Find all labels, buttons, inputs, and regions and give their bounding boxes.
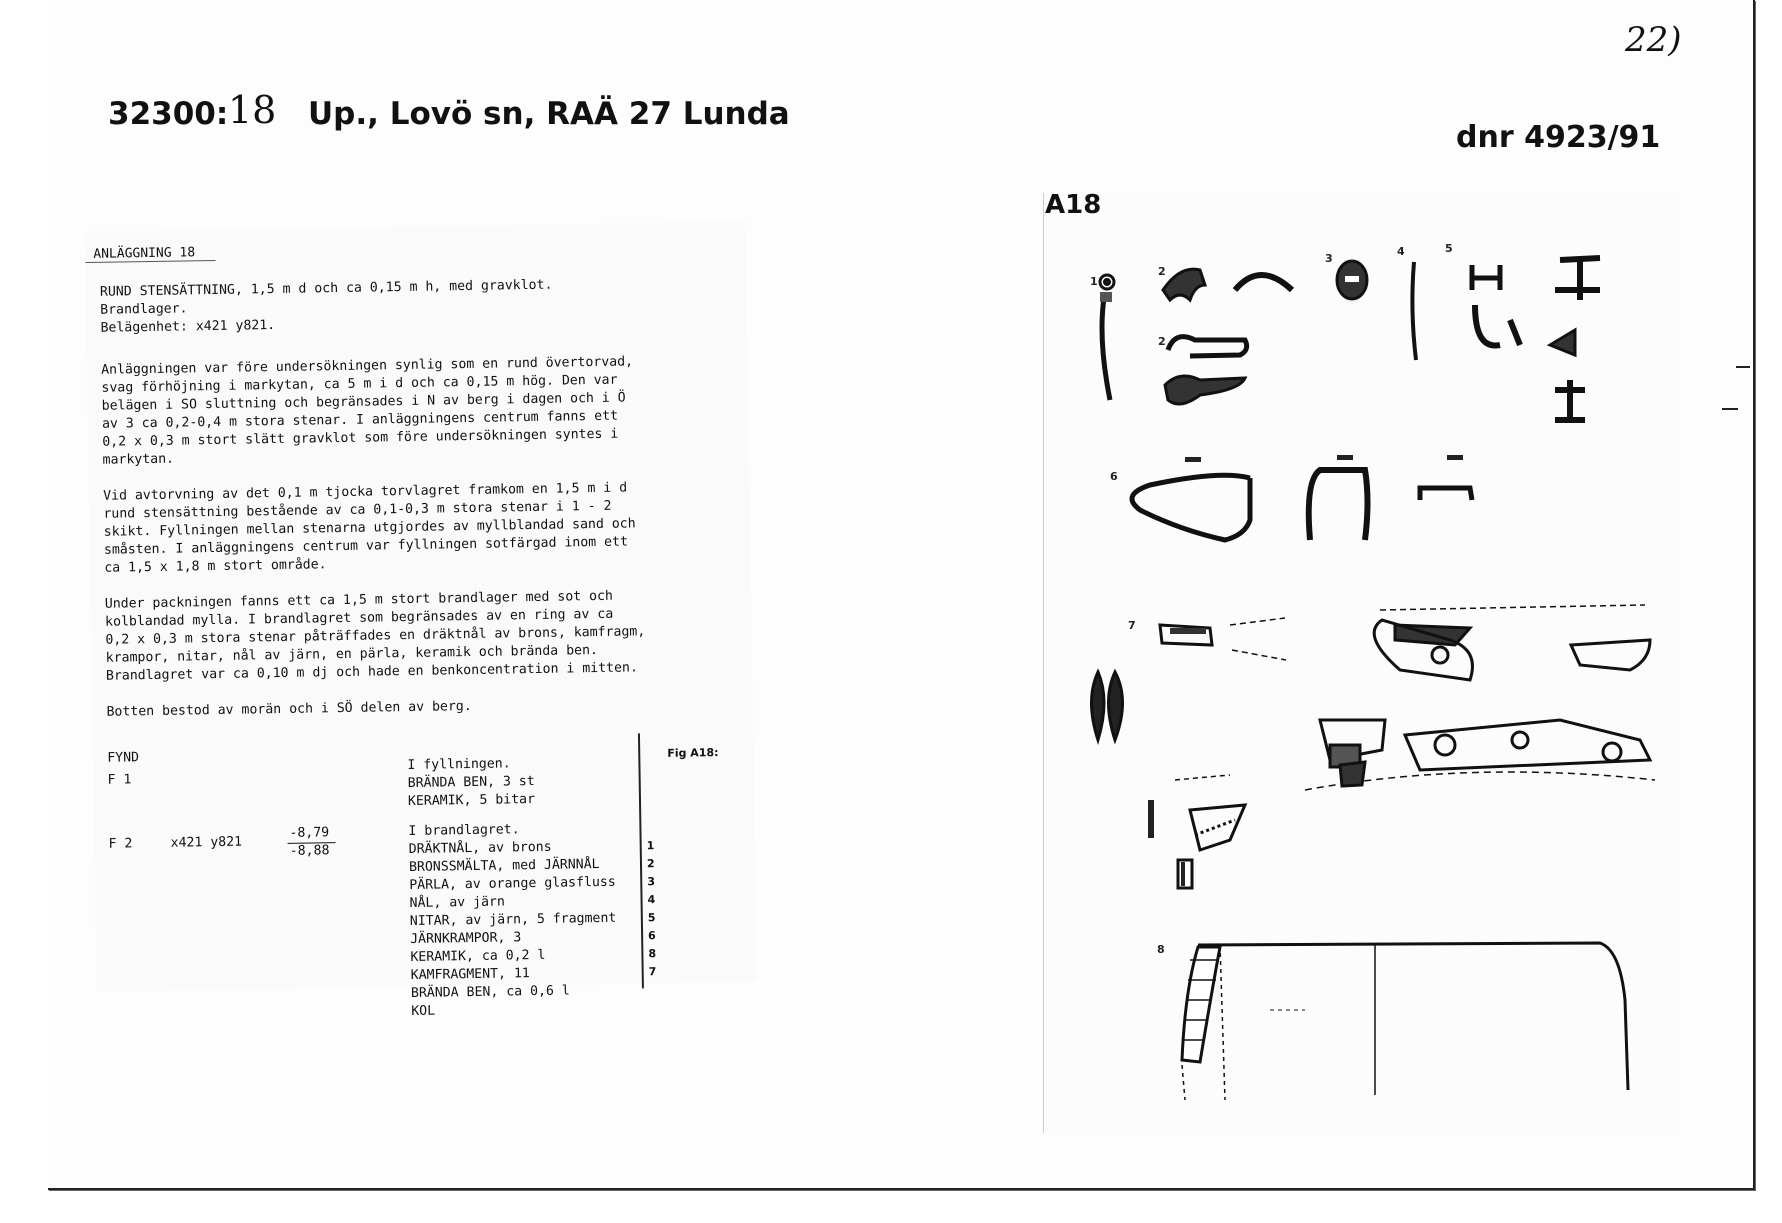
fynd-f2-item: NÅL, av järn <box>409 894 505 911</box>
page-mark: 22) <box>1625 20 1682 60</box>
fig-label: 1 <box>1090 275 1098 288</box>
fig-ref: 2 <box>646 857 655 871</box>
para-line: kolblandad mylla. I brandlagret som begränsades av en ring av ca <box>105 606 614 630</box>
para-line: rund stensättning bestående av ca 0,1-0,3 m stora stenar i 1 - 2 <box>103 498 612 522</box>
para-line: ca 1,5 x 1,8 m stort område. <box>104 557 327 576</box>
fig-label: 2 <box>1158 335 1166 348</box>
report-heading: ANLÄGGNING 18 <box>93 245 196 262</box>
fynd-f2-item: I brandlagret. <box>408 822 520 839</box>
fynd-f2-depth-bottom: -8,88 <box>289 843 330 859</box>
margin-tick <box>1722 408 1738 410</box>
fynd-f2-item: KOL <box>411 1003 436 1019</box>
artifact-7-comb-drawing <box>1092 605 1656 888</box>
fig-label: 5 <box>1445 242 1453 255</box>
fynd-f2-item: JÄRNKRAMPOR, 3 <box>410 930 522 947</box>
artifact-8-pottery-drawing <box>1182 943 1628 1100</box>
artifact-4-needle-drawing <box>1412 262 1416 360</box>
para-line: svag förhöjning i markytan, ca 5 m i d och ca 0,15 m hög. Den var <box>101 372 618 396</box>
para-line: Botten bestod av morän och i SÖ delen av berg. <box>106 698 472 720</box>
fynd-f2-coords: x421 y821 <box>170 834 243 851</box>
fynd-f2-item: PÄRLA, av orange glasfluss <box>409 874 616 893</box>
fynd-f2-item: BRÄNDA BEN, ca 0,6 l <box>410 983 570 1001</box>
fig-ref: 4 <box>647 893 656 907</box>
fynd-f1-item: KERAMIK, 5 bitar <box>407 792 536 809</box>
fig-label: 8 <box>1157 943 1165 956</box>
fynd-f2-id: F 2 <box>108 836 133 852</box>
fynd-f1-id: F 1 <box>107 772 132 788</box>
fig-ref: 3 <box>647 875 656 889</box>
para-line: Brandlagret var ca 0,10 m dj och hade en benkoncentration i mitten. <box>105 660 638 684</box>
fig-ref: 8 <box>648 947 657 961</box>
fig-label: 2 <box>1158 265 1166 278</box>
site-location: Up., Lovö sn, RAÄ 27 Lunda <box>308 96 790 132</box>
fynd-f2-item: KERAMIK, ca 0,2 l <box>410 947 546 965</box>
fig-ref: 5 <box>647 911 656 925</box>
fig-label: 3 <box>1325 252 1333 265</box>
handwritten-find-number: 18 <box>228 88 277 132</box>
para-line: 0,2 x 0,3 m stort slätt gravklot som före undersökningen syntes i <box>102 426 619 450</box>
intro-line: RUND STENSÄTTNING, 1,5 m d och ca 0,15 m h, med gravklot. <box>99 277 553 300</box>
margin-tick <box>1736 366 1750 368</box>
fig-label: 4 <box>1397 245 1405 258</box>
fynd-f2-item: BRONSSMÄLTA, med JÄRNNÅL <box>408 856 600 875</box>
fynd-f2-item: NITAR, av järn, 5 fragment <box>409 910 617 929</box>
figure-title: A18 <box>1045 190 1102 220</box>
fynd-f2-item: KAMFRAGMENT, 11 <box>410 966 530 983</box>
para-line: 0,2 x 0,3 m stora stenar påträffades en dräktnål av brons, kamfragm, <box>105 624 646 648</box>
fig-ref: 6 <box>648 929 656 943</box>
fynd-f2-item: DRÄKTNÅL, av brons <box>408 839 552 857</box>
para-line: markytan. <box>102 451 175 468</box>
registration-number: dnr 4923/91 <box>1456 120 1661 155</box>
para-line: Anläggningen var före undersökningen synlig som en rund övertorvad, <box>101 354 634 378</box>
artifact-6-staples-drawing <box>1132 455 1472 540</box>
fig-label: 7 <box>1128 619 1136 632</box>
artifact-2-brooch-drawing <box>1163 269 1292 404</box>
para-line: belägen i SO sluttning och begränsades i N av berg i dagen och i Ö <box>101 390 626 414</box>
catalog-number: 32300: <box>108 96 229 132</box>
intro-line: Brandlager. <box>100 301 188 318</box>
para-line: av 3 ca 0,2-0,4 m stora stenar. I anläggningens centrum fanns ett <box>101 408 619 432</box>
fynd-heading: FYND <box>107 750 140 766</box>
para-line: småsten. I anläggningens centrum var fyllningen sotfärgad inom ett <box>103 534 629 558</box>
fig-ref: 1 <box>646 839 655 853</box>
para-line: Under packningen fanns ett ca 1,5 m stort brandlager med sot och <box>104 588 614 612</box>
fynd-f2-depth-top: -8,79 <box>289 825 330 841</box>
para-line: Vid avtorvning av det 0,1 m tjocka torvlagret framkom en 1,5 m i d <box>103 480 628 504</box>
artifact-3-bead-drawing <box>1337 261 1367 299</box>
artifact-5-rivets-drawing <box>1472 258 1600 420</box>
fig-ref: 7 <box>648 965 657 979</box>
fynd-f1-item: I fyllningen. <box>407 756 511 774</box>
intro-line: Belägenhet: x421 y821. <box>100 318 276 336</box>
fynd-f1-item: BRÄNDA BEN, 3 st <box>407 774 535 791</box>
artifact-1-pin-drawing <box>1100 275 1114 400</box>
fig-column-heading: Fig A18: <box>667 746 719 760</box>
para-line: skikt. Fyllningen mellan stenarna utgjordes av myllblandad sand och <box>103 516 636 540</box>
para-line: krampor, nitar, nål av järn, en pärla, keramik och brända ben. <box>105 642 599 666</box>
fig-label: 6 <box>1110 470 1118 483</box>
